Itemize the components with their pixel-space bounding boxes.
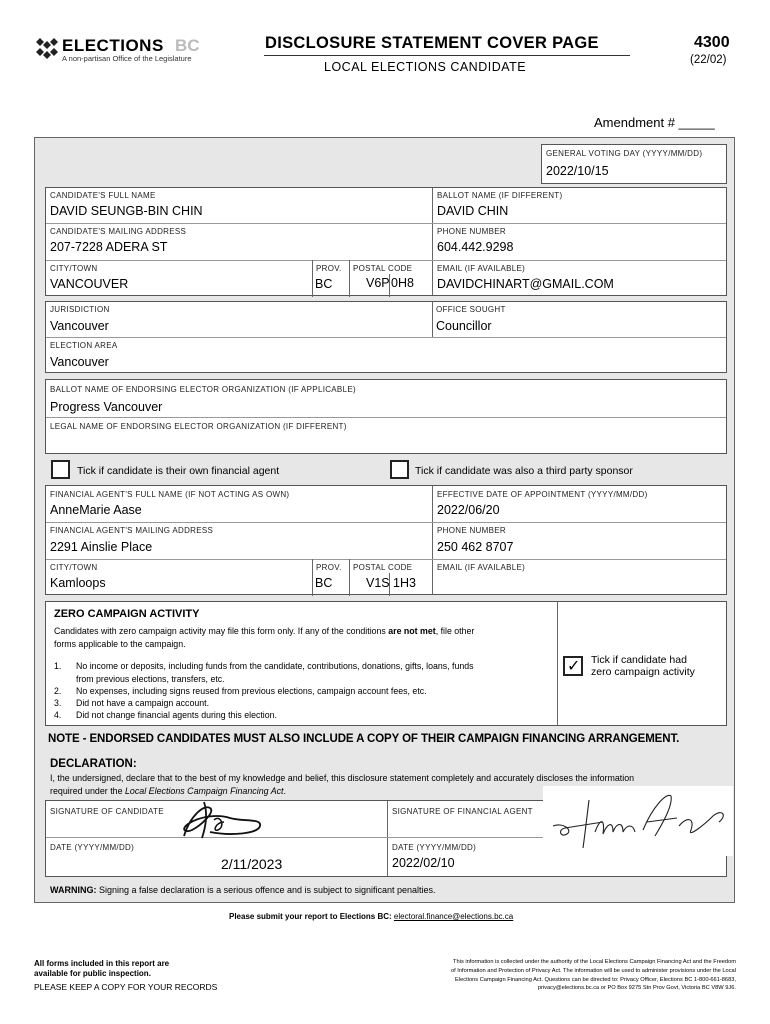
zero-campaign-block: ZERO CAMPAIGN ACTIVITY Candidates with zero campaign activity may file this form only. If any of the conditions are not met, file other forms applicable to the campaign. 1. No income or deposits, including funds from the candidate, contributions, donations, gifts, loans, funds from previous elections, transfers, etc. 2. No expenses, including signs reused from previous elections, campaign account fees, etc. 3. Did not have a campaign account. 4. Did not change financial agents during this election. ✓ Tick if candidate had zero campaign activity xyxy=(45,601,727,726)
condition-text: Did not change financial agents during this election. xyxy=(76,710,277,720)
condition-number: 4. xyxy=(54,710,62,720)
logo-text: ELECTIONS xyxy=(62,36,164,55)
agent-block: FINANCIAL AGENT'S FULL NAME (IF NOT ACTING AS OWN) AnneMarie Aase EFFECTIVE DATE OF APPOINTMENT (YYYY/MM/DD) 2022/06/20 FINANCIAL AGENT'S MAILING ADDRESS 2291 Ainslie Place PHONE NUMBER 250 462 8707 CITY/TOWN Kamloops PROV. BC POSTAL CODE V1S 1H3 EMAIL (IF AVAILABLE) xyxy=(45,485,727,595)
signature-block: SIGNATURE OF CANDIDATE SIGNATURE OF FINANCIAL AGENT DATE (YYYY/MM/DD) 2/11/2023 DATE (YYYY/MM/DD) 2022/02/10 xyxy=(45,800,727,877)
candidate-postal-a[interactable]: V6P xyxy=(366,276,390,290)
condition-text: Did not have a campaign account. xyxy=(76,698,210,708)
candidate-prov-field[interactable]: BC xyxy=(315,277,333,291)
ballot-name-field[interactable]: DAVID CHIN xyxy=(437,204,509,218)
amendment-number: Amendment # _____ xyxy=(594,115,715,130)
submit-instruction: Please submit your report to Elections BC: electoral.finance@elections.bc.ca xyxy=(229,912,514,921)
declaration-title: DECLARATION: xyxy=(50,758,137,770)
jurisdiction-block: JURISDICTION Vancouver OFFICE SOUGHT Councillor ELECTION AREA Vancouver xyxy=(45,301,727,373)
condition-number: 1. xyxy=(54,661,62,671)
agent-appointment-date-field[interactable]: 2022/06/20 xyxy=(437,503,500,517)
third-party-label: Tick if candidate was also a third party sponsor xyxy=(415,465,633,477)
jurisdiction-field[interactable]: Vancouver xyxy=(50,319,109,333)
public-inspection-note: All forms included in this report are xyxy=(34,959,170,968)
agent-prov-field[interactable]: BC xyxy=(315,576,333,590)
condition-text: No expenses, including signs reused from previous elections, campaign account fees, etc. xyxy=(76,686,427,696)
logo-text-bc: BC xyxy=(175,36,200,55)
candidate-phone-field[interactable]: 604.442.9298 xyxy=(437,240,514,254)
condition-number: 3. xyxy=(54,698,62,708)
zero-intro: Candidates with zero campaign activity may file this form only. If any of the conditions are not met, file other xyxy=(54,626,475,636)
form-subtitle: LOCAL ELECTIONS CANDIDATE xyxy=(324,60,527,74)
keep-copy-note: PLEASE KEEP A COPY FOR YOUR RECORDS xyxy=(34,982,218,992)
agent-sign-date[interactable]: 2022/02/10 xyxy=(392,856,455,870)
candidate-name-field[interactable]: DAVID SEUNGB-BIN CHIN xyxy=(50,204,203,218)
condition-text: No income or deposits, including funds from the candidate, contributions, donations, gifts, loans, funds xyxy=(76,661,474,671)
candidate-sign-date[interactable]: 2/11/2023 xyxy=(221,856,283,872)
candidate-block: CANDIDATE'S FULL NAME DAVID SEUNGB-BIN CHIN BALLOT NAME (IF DIFFERENT) DAVID CHIN CANDIDATE'S MAILING ADDRESS 207-7228 ADERA ST PHONE NUMBER 604.442.9298 CITY/TOWN VANCOUVER PROV. BC POSTAL CODE V6P 0H8 EMAIL (IF AVAILABLE) DAVIDCHINART@GMAIL.COM xyxy=(45,187,727,296)
declaration-line-2: required under the Local Elections Campaign Financing Act. xyxy=(50,786,286,796)
agent-address-field[interactable]: 2291 Ainslie Place xyxy=(50,540,153,554)
zero-activity-checkbox[interactable] xyxy=(563,656,583,676)
candidate-city-field[interactable]: VANCOUVER xyxy=(50,277,129,291)
logo-mark-icon xyxy=(34,38,60,60)
agent-name-field[interactable]: AnneMarie Aase xyxy=(50,503,142,517)
agent-city-field[interactable]: Kamloops xyxy=(50,576,106,590)
condition-text: from previous elections, transfers, etc. xyxy=(76,674,225,684)
candidate-signature[interactable] xyxy=(170,796,266,842)
voting-day-box[interactable]: GENERAL VOTING DAY (YYYY/MM/DD) 2022/10/15 xyxy=(541,144,727,184)
warning-text: WARNING: Signing a false declaration is a serious offence and is subject to significant penalties. xyxy=(50,885,436,895)
endorsement-note: NOTE - ENDORSED CANDIDATES MUST ALSO INCLUDE A COPY OF THEIR CAMPAIGN FINANCING ARRANGEMENT. xyxy=(48,733,680,745)
form-number: 4300 xyxy=(694,34,730,51)
agent-postal-b[interactable]: 1H3 xyxy=(393,576,416,590)
checkmark-icon: ✓ xyxy=(567,656,581,675)
title-underline xyxy=(264,55,630,56)
form-title: DISCLOSURE STATEMENT COVER PAGE xyxy=(265,34,599,52)
form-version: (22/02) xyxy=(690,54,727,66)
endorsing-org-ballot-field[interactable]: Progress Vancouver xyxy=(50,400,163,414)
condition-number: 2. xyxy=(54,686,62,696)
office-sought-field[interactable]: Councillor xyxy=(436,319,492,333)
organization-block: BALLOT NAME OF ENDORSING ELECTOR ORGANIZATION (IF APPLICABLE) Progress Vancouver LEGAL NAME OF ENDORSING ELECTOR ORGANIZATION (IF DIFFERENT) xyxy=(45,379,727,454)
agent-signature[interactable] xyxy=(543,786,733,856)
privacy-notice: This information is collected under the authority of the Local Elections Campaign Financing Act and the Freedom of Information and Protection of Privacy Act. The information will be used to administer provisions under the Local Elections Campaign Financing Act. Questions can be directed to: Privacy Officer, Elections BC 1-800-661-8683, privacy@elections.bc.ca or PO Box 9275 Stn Prov Govt, Victoria BC V8W 9J6. xyxy=(450,959,736,992)
voting-day-value: 2022/10/15 xyxy=(546,164,609,178)
third-party-checkbox[interactable] xyxy=(390,460,409,479)
submit-email-link[interactable]: electoral.finance@elections.bc.ca xyxy=(393,912,514,921)
declaration-line-1: I, the undersigned, declare that to the best of my knowledge and belief, this disclosure statement completely and accurately discloses the information xyxy=(50,773,635,783)
own-agent-checkbox[interactable] xyxy=(51,460,70,479)
candidate-email-field[interactable]: DAVIDCHINART@GMAIL.COM xyxy=(437,277,614,291)
agent-postal-a[interactable]: V1S xyxy=(366,576,390,590)
elections-bc-logo xyxy=(34,36,214,66)
zero-title: ZERO CAMPAIGN ACTIVITY xyxy=(54,608,200,620)
logo-subtitle: A non-partisan Office of the Legislature xyxy=(62,54,192,63)
candidate-postal-b[interactable]: 0H8 xyxy=(391,276,414,290)
election-area-field[interactable]: Vancouver xyxy=(50,355,109,369)
agent-phone-field[interactable]: 250 462 8707 xyxy=(437,540,514,554)
candidate-address-field[interactable]: 207-7228 ADERA ST xyxy=(50,240,168,254)
own-agent-label: Tick if candidate is their own financial agent xyxy=(77,465,280,477)
